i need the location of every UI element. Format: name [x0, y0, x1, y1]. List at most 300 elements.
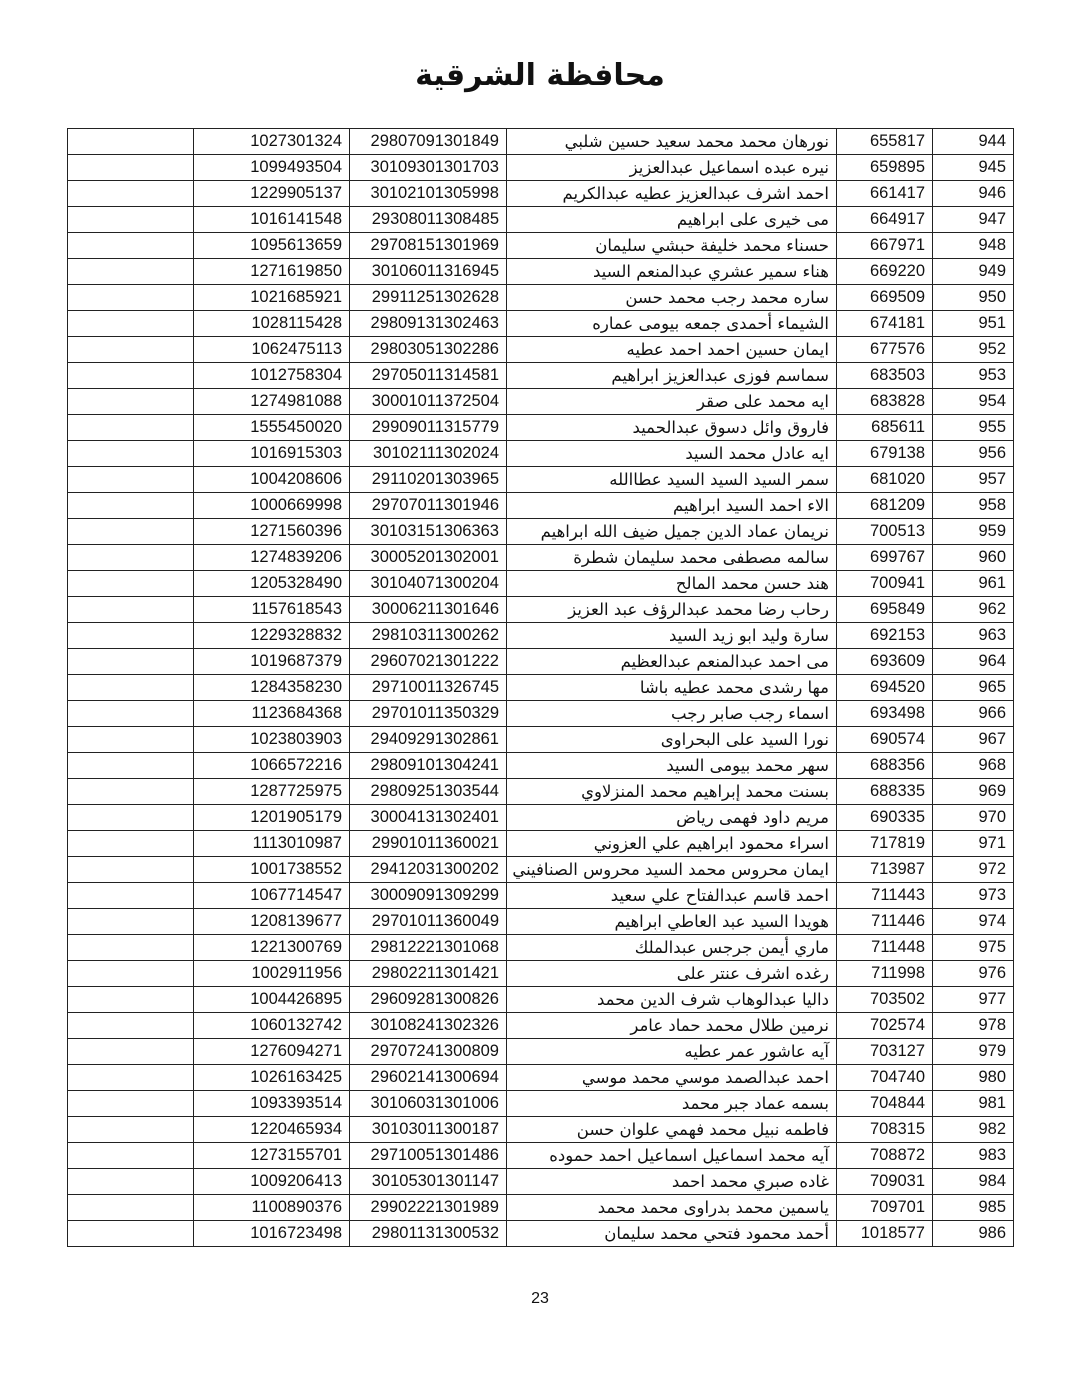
blank-cell	[68, 623, 194, 649]
blank-cell	[68, 675, 194, 701]
national-id-cell: 29809251303544	[350, 779, 507, 805]
code-cell: 708315	[837, 1117, 933, 1143]
table-row	[68, 1039, 1014, 1065]
national-id-cell: 29803051302286	[350, 337, 507, 363]
blank-cell	[68, 545, 194, 571]
national-id-cell: 30108241302326	[350, 1013, 507, 1039]
name-cell: نريمان عماد الدين جميل ضيف الله ابراهيم	[507, 519, 837, 545]
code-cell: 681209	[837, 493, 933, 519]
blank-cell	[68, 233, 194, 259]
name-cell: رغده اشرف عنتر على	[507, 961, 837, 987]
phone-cell: 1026163425	[194, 1065, 350, 1091]
phone-cell: 1287725975	[194, 779, 350, 805]
code-cell: 674181	[837, 311, 933, 337]
blank-cell	[68, 155, 194, 181]
phone-cell: 1095613659	[194, 233, 350, 259]
table-row	[68, 623, 1014, 649]
table-row	[68, 831, 1014, 857]
table-row	[68, 337, 1014, 363]
code-cell: 694520	[837, 675, 933, 701]
name-cell: ايه عادل محمد السيد	[507, 441, 837, 467]
code-cell: 711446	[837, 909, 933, 935]
national-id-cell: 30103151306363	[350, 519, 507, 545]
name-cell: اسراء محمود ابراهيم علي العزوني	[507, 831, 837, 857]
name-cell: ماري أيمن جرجس عبدالملك	[507, 935, 837, 961]
table-row	[68, 701, 1014, 727]
phone-cell: 1100890376	[194, 1195, 350, 1221]
table-row	[68, 675, 1014, 701]
table-row	[68, 1221, 1014, 1247]
table-row	[68, 493, 1014, 519]
blank-cell	[68, 519, 194, 545]
name-cell: ياسمين محمد بدراوى محمد محمد	[507, 1195, 837, 1221]
national-id-cell: 29110201303965	[350, 467, 507, 493]
roster-table	[67, 128, 1014, 1247]
national-id-cell: 30105301301147	[350, 1169, 507, 1195]
serial-cell: 949	[933, 259, 1014, 285]
code-cell: 659895	[837, 155, 933, 181]
table-row	[68, 1143, 1014, 1169]
national-id-cell: 29707011301946	[350, 493, 507, 519]
serial-cell: 956	[933, 441, 1014, 467]
code-cell: 700941	[837, 571, 933, 597]
table-row	[68, 285, 1014, 311]
phone-cell: 1016915303	[194, 441, 350, 467]
blank-cell	[68, 961, 194, 987]
national-id-cell: 29701011350329	[350, 701, 507, 727]
table-row	[68, 597, 1014, 623]
national-id-cell: 29809131302463	[350, 311, 507, 337]
blank-cell	[68, 285, 194, 311]
phone-cell: 1220465934	[194, 1117, 350, 1143]
national-id-cell: 29911251302628	[350, 285, 507, 311]
code-cell: 661417	[837, 181, 933, 207]
phone-cell: 1113010987	[194, 831, 350, 857]
code-cell: 695849	[837, 597, 933, 623]
code-cell: 685611	[837, 415, 933, 441]
table-row	[68, 233, 1014, 259]
code-cell: 669509	[837, 285, 933, 311]
phone-cell: 1201905179	[194, 805, 350, 831]
name-cell: ايمان محروس محمد السيد محروس الصنافيني	[507, 857, 837, 883]
code-cell: 702574	[837, 1013, 933, 1039]
name-cell: داليا عبدالوهاب شرف الدين محمد	[507, 987, 837, 1013]
table-row	[68, 805, 1014, 831]
code-cell: 700513	[837, 519, 933, 545]
phone-cell: 1099493504	[194, 155, 350, 181]
blank-cell	[68, 935, 194, 961]
serial-cell: 978	[933, 1013, 1014, 1039]
phone-cell: 1060132742	[194, 1013, 350, 1039]
national-id-cell: 29708151301969	[350, 233, 507, 259]
national-id-cell: 29812221301068	[350, 935, 507, 961]
table-row	[68, 987, 1014, 1013]
blank-cell	[68, 883, 194, 909]
serial-cell: 968	[933, 753, 1014, 779]
serial-cell: 945	[933, 155, 1014, 181]
code-cell: 699767	[837, 545, 933, 571]
serial-cell: 960	[933, 545, 1014, 571]
blank-cell	[68, 441, 194, 467]
national-id-cell: 30009091309299	[350, 883, 507, 909]
phone-cell: 1229905137	[194, 181, 350, 207]
code-cell: 703502	[837, 987, 933, 1013]
national-id-cell: 29809101304241	[350, 753, 507, 779]
code-cell: 669220	[837, 259, 933, 285]
blank-cell	[68, 1091, 194, 1117]
serial-cell: 985	[933, 1195, 1014, 1221]
phone-cell: 1067714547	[194, 883, 350, 909]
code-cell: 683503	[837, 363, 933, 389]
national-id-cell: 29810311300262	[350, 623, 507, 649]
serial-cell: 954	[933, 389, 1014, 415]
name-cell: هويدا السيد عبد العاطي ابراهيم	[507, 909, 837, 935]
name-cell: فاطمه نبيل محمد فهمي علوان حسن	[507, 1117, 837, 1143]
phone-cell: 1028115428	[194, 311, 350, 337]
blank-cell	[68, 467, 194, 493]
name-cell: مى خيرى على ابراهيم	[507, 207, 837, 233]
national-id-cell: 29807091301849	[350, 129, 507, 155]
table-row	[68, 649, 1014, 675]
phone-cell: 1016723498	[194, 1221, 350, 1247]
serial-cell: 957	[933, 467, 1014, 493]
code-cell: 709031	[837, 1169, 933, 1195]
table-row	[68, 181, 1014, 207]
phone-cell: 1027301324	[194, 129, 350, 155]
code-cell: 693609	[837, 649, 933, 675]
name-cell: ساره محمد رجب محمد حسن	[507, 285, 837, 311]
serial-cell: 947	[933, 207, 1014, 233]
serial-cell: 979	[933, 1039, 1014, 1065]
phone-cell: 1000669998	[194, 493, 350, 519]
phone-cell: 1093393514	[194, 1091, 350, 1117]
page-title: محافظة الشرقية	[415, 58, 665, 93]
national-id-cell: 29412031300202	[350, 857, 507, 883]
national-id-cell: 29801131300532	[350, 1221, 507, 1247]
phone-cell: 1004208606	[194, 467, 350, 493]
table-row	[68, 1013, 1014, 1039]
blank-cell	[68, 597, 194, 623]
phone-cell: 1205328490	[194, 571, 350, 597]
national-id-cell: 30102111302024	[350, 441, 507, 467]
table-row	[68, 1117, 1014, 1143]
serial-cell: 946	[933, 181, 1014, 207]
name-cell: ايمان حسين احمد احمد عطيه	[507, 337, 837, 363]
national-id-cell: 30001011372504	[350, 389, 507, 415]
serial-cell: 970	[933, 805, 1014, 831]
national-id-cell: 29609281300826	[350, 987, 507, 1013]
table-row	[68, 545, 1014, 571]
phone-cell: 1016141548	[194, 207, 350, 233]
national-id-cell: 29802211301421	[350, 961, 507, 987]
serial-cell: 969	[933, 779, 1014, 805]
blank-cell	[68, 727, 194, 753]
name-cell: مى احمد عبدالمنعم عبدالعظيم	[507, 649, 837, 675]
blank-cell	[68, 701, 194, 727]
serial-cell: 982	[933, 1117, 1014, 1143]
serial-cell: 975	[933, 935, 1014, 961]
code-cell: 1018577	[837, 1221, 933, 1247]
code-cell: 681020	[837, 467, 933, 493]
name-cell: مريم داود فهمى رياض	[507, 805, 837, 831]
blank-cell	[68, 831, 194, 857]
table-row	[68, 415, 1014, 441]
table-row	[68, 363, 1014, 389]
serial-cell: 950	[933, 285, 1014, 311]
code-cell: 679138	[837, 441, 933, 467]
serial-cell: 984	[933, 1169, 1014, 1195]
blank-cell	[68, 779, 194, 805]
serial-cell: 959	[933, 519, 1014, 545]
blank-cell	[68, 753, 194, 779]
national-id-cell: 30106011316945	[350, 259, 507, 285]
name-cell: اسماء رجب صابر رجب	[507, 701, 837, 727]
blank-cell	[68, 389, 194, 415]
national-id-cell: 30005201302001	[350, 545, 507, 571]
phone-cell: 1023803903	[194, 727, 350, 753]
table-row	[68, 883, 1014, 909]
name-cell: سهر محمد بيومى السيد	[507, 753, 837, 779]
code-cell: 711448	[837, 935, 933, 961]
national-id-cell: 29707241300809	[350, 1039, 507, 1065]
name-cell: نرمين طلال محمد حماد عامر	[507, 1013, 837, 1039]
serial-cell: 967	[933, 727, 1014, 753]
page-number: 23	[531, 1290, 549, 1307]
name-cell: بسنت محمد إبراهيم محمد المنزلاوي	[507, 779, 837, 805]
table-row	[68, 1195, 1014, 1221]
blank-cell	[68, 337, 194, 363]
serial-cell: 952	[933, 337, 1014, 363]
serial-cell: 973	[933, 883, 1014, 909]
national-id-cell: 29308011308485	[350, 207, 507, 233]
serial-cell: 955	[933, 415, 1014, 441]
blank-cell	[68, 493, 194, 519]
serial-cell: 966	[933, 701, 1014, 727]
phone-cell: 1062475113	[194, 337, 350, 363]
code-cell: 704844	[837, 1091, 933, 1117]
table-row	[68, 467, 1014, 493]
serial-cell: 972	[933, 857, 1014, 883]
phone-cell: 1555450020	[194, 415, 350, 441]
blank-cell	[68, 1013, 194, 1039]
national-id-cell: 29710051301486	[350, 1143, 507, 1169]
national-id-cell: 29902221301989	[350, 1195, 507, 1221]
code-cell: 664917	[837, 207, 933, 233]
name-cell: حسناء محمد خليفة حبشي سليمان	[507, 233, 837, 259]
table-row	[68, 1091, 1014, 1117]
phone-cell: 1273155701	[194, 1143, 350, 1169]
blank-cell	[68, 909, 194, 935]
serial-cell: 964	[933, 649, 1014, 675]
national-id-cell: 30109301301703	[350, 155, 507, 181]
serial-cell: 961	[933, 571, 1014, 597]
phone-cell: 1004426895	[194, 987, 350, 1013]
national-id-cell: 30102101305998	[350, 181, 507, 207]
blank-cell	[68, 363, 194, 389]
code-cell: 688335	[837, 779, 933, 805]
code-cell: 683828	[837, 389, 933, 415]
phone-cell: 1157618543	[194, 597, 350, 623]
table-row	[68, 311, 1014, 337]
code-cell: 692153	[837, 623, 933, 649]
phone-cell: 1012758304	[194, 363, 350, 389]
table-row	[68, 1169, 1014, 1195]
phone-cell: 1002911956	[194, 961, 350, 987]
serial-cell: 980	[933, 1065, 1014, 1091]
table-row	[68, 779, 1014, 805]
blank-cell	[68, 857, 194, 883]
serial-cell: 958	[933, 493, 1014, 519]
name-cell: غاده صبري محمد احمد	[507, 1169, 837, 1195]
name-cell: ايه محمد على صقر	[507, 389, 837, 415]
code-cell: 667971	[837, 233, 933, 259]
blank-cell	[68, 571, 194, 597]
blank-cell	[68, 207, 194, 233]
phone-cell: 1271619850	[194, 259, 350, 285]
table-row	[68, 857, 1014, 883]
code-cell: 711443	[837, 883, 933, 909]
name-cell: نيره عبده اسماعيل عبدالعزيز	[507, 155, 837, 181]
blank-cell	[68, 649, 194, 675]
blank-cell	[68, 1117, 194, 1143]
name-cell: سارة وليد ابو زيد السيد	[507, 623, 837, 649]
blank-cell	[68, 1143, 194, 1169]
blank-cell	[68, 181, 194, 207]
name-cell: احمد اشرف عبدالعزيز عطيه عبدالكريم	[507, 181, 837, 207]
phone-cell: 1229328832	[194, 623, 350, 649]
serial-cell: 962	[933, 597, 1014, 623]
serial-cell: 948	[933, 233, 1014, 259]
code-cell: 717819	[837, 831, 933, 857]
code-cell: 690335	[837, 805, 933, 831]
code-cell: 713987	[837, 857, 933, 883]
name-cell: رحاب رضا محمد عبدالرؤف عبد العزيز	[507, 597, 837, 623]
national-id-cell: 29909011315779	[350, 415, 507, 441]
phone-cell: 1221300769	[194, 935, 350, 961]
code-cell: 693498	[837, 701, 933, 727]
code-cell: 703127	[837, 1039, 933, 1065]
serial-cell: 971	[933, 831, 1014, 857]
name-cell: هند حسن محمد المالح	[507, 571, 837, 597]
phone-cell: 1066572216	[194, 753, 350, 779]
table-row	[68, 259, 1014, 285]
table-row	[68, 909, 1014, 935]
name-cell: سالمه مصطفى محمد سليمان شطرة	[507, 545, 837, 571]
name-cell: أحمد محمود فتحي محمد سليمان	[507, 1221, 837, 1247]
blank-cell	[68, 129, 194, 155]
blank-cell	[68, 1221, 194, 1247]
name-cell: سمر السيد السيد السيد عطاالله	[507, 467, 837, 493]
serial-cell: 983	[933, 1143, 1014, 1169]
serial-cell: 986	[933, 1221, 1014, 1247]
name-cell: احمد قاسم عبدالفتاح علي سعيد	[507, 883, 837, 909]
code-cell: 709701	[837, 1195, 933, 1221]
national-id-cell: 30006211301646	[350, 597, 507, 623]
table-row	[68, 753, 1014, 779]
phone-cell: 1123684368	[194, 701, 350, 727]
phone-cell: 1019687379	[194, 649, 350, 675]
table-row	[68, 129, 1014, 155]
roster-body	[68, 129, 1014, 1247]
national-id-cell: 30106031301006	[350, 1091, 507, 1117]
phone-cell: 1009206413	[194, 1169, 350, 1195]
name-cell: الشيماء أحمدى جمعه بيومى عماره	[507, 311, 837, 337]
phone-cell: 1276094271	[194, 1039, 350, 1065]
name-cell: مها رشدى محمد عطيه باشا	[507, 675, 837, 701]
table-row	[68, 207, 1014, 233]
serial-cell: 965	[933, 675, 1014, 701]
blank-cell	[68, 1039, 194, 1065]
name-cell: آيه عاشور عمر عطيه	[507, 1039, 837, 1065]
serial-cell: 951	[933, 311, 1014, 337]
serial-cell: 974	[933, 909, 1014, 935]
serial-cell: 977	[933, 987, 1014, 1013]
national-id-cell: 30004131302401	[350, 805, 507, 831]
name-cell: هناء سمير عشري عبدالمنعم السيد	[507, 259, 837, 285]
table-row	[68, 727, 1014, 753]
phone-cell: 1271560396	[194, 519, 350, 545]
phone-cell: 1208139677	[194, 909, 350, 935]
code-cell: 688356	[837, 753, 933, 779]
phone-cell: 1001738552	[194, 857, 350, 883]
national-id-cell: 30104071300204	[350, 571, 507, 597]
code-cell: 655817	[837, 129, 933, 155]
table-row	[68, 571, 1014, 597]
blank-cell	[68, 987, 194, 1013]
code-cell: 677576	[837, 337, 933, 363]
table-row	[68, 389, 1014, 415]
code-cell: 711998	[837, 961, 933, 987]
blank-cell	[68, 259, 194, 285]
serial-cell: 976	[933, 961, 1014, 987]
phone-cell: 1284358230	[194, 675, 350, 701]
name-cell: بسمه عماد جبر محمد	[507, 1091, 837, 1117]
blank-cell	[68, 1169, 194, 1195]
code-cell: 704740	[837, 1065, 933, 1091]
code-cell: 708872	[837, 1143, 933, 1169]
national-id-cell: 29701011360049	[350, 909, 507, 935]
blank-cell	[68, 1065, 194, 1091]
serial-cell: 944	[933, 129, 1014, 155]
name-cell: سماسم فوزى عبدالعزيز ابراهيم	[507, 363, 837, 389]
code-cell: 690574	[837, 727, 933, 753]
blank-cell	[68, 1195, 194, 1221]
table-row	[68, 935, 1014, 961]
national-id-cell: 29602141300694	[350, 1065, 507, 1091]
blank-cell	[68, 311, 194, 337]
national-id-cell: 29901011360021	[350, 831, 507, 857]
table-row	[68, 155, 1014, 181]
name-cell: نورهان محمد محمد سعيد حسين شلبي	[507, 129, 837, 155]
national-id-cell: 29409291302861	[350, 727, 507, 753]
national-id-cell: 29607021301222	[350, 649, 507, 675]
table-row	[68, 519, 1014, 545]
national-id-cell: 29705011314581	[350, 363, 507, 389]
name-cell: فاروق وائل دسوق عبدالحميد	[507, 415, 837, 441]
name-cell: الاء احمد السيد ابراهيم	[507, 493, 837, 519]
serial-cell: 981	[933, 1091, 1014, 1117]
name-cell: آيه محمد اسماعيل اسماعيل احمد حموده	[507, 1143, 837, 1169]
table-row	[68, 1065, 1014, 1091]
name-cell: احمد عبدالصمد موسي محمد موسي	[507, 1065, 837, 1091]
phone-cell: 1274839206	[194, 545, 350, 571]
serial-cell: 953	[933, 363, 1014, 389]
phone-cell: 1274981088	[194, 389, 350, 415]
table-row	[68, 961, 1014, 987]
blank-cell	[68, 415, 194, 441]
serial-cell: 963	[933, 623, 1014, 649]
table-row	[68, 441, 1014, 467]
